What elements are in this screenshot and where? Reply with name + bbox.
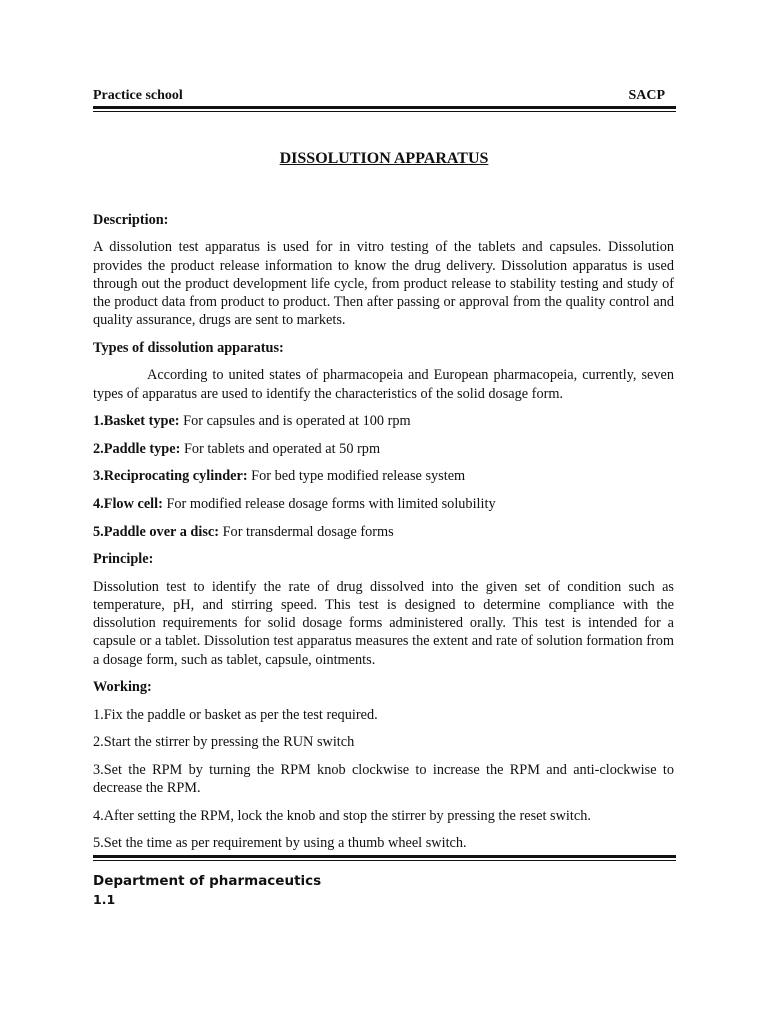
- description-text: A dissolution test apparatus is used for in vitro testing of the tablets and capsules. Dissolution provides the product release information to know the drug delivery. Dissolution apparatus is used through out the product development life cycle, from product release to stability testing and study of the product data from product to product. Then after passing or approval from the quality control and quality assurance, drugs are sent to markets.: [93, 239, 674, 329]
- working-step: 2.Start the stirrer by pressing the RUN switch: [93, 734, 355, 751]
- type-text: For bed type modified release system: [247, 468, 466, 485]
- page-number: 1.1: [93, 892, 116, 907]
- page-header: [93, 88, 665, 104]
- working-step: 1.Fix the paddle or basket as per the test required.: [93, 706, 378, 723]
- header-right: SACP: [628, 88, 665, 103]
- description-heading: Description:: [93, 212, 169, 228]
- type-label: 2.Paddle type:: [93, 440, 181, 457]
- document-body: [93, 211, 674, 862]
- principle-heading: Principle:: [93, 551, 154, 568]
- working-heading: Working:: [93, 679, 152, 696]
- type-item: [93, 523, 674, 541]
- type-text: For tablets and operated at 50 rpm: [180, 440, 381, 457]
- type-label: 1.Basket type:: [93, 413, 180, 430]
- type-text: For modified release dosage forms with limited solubility: [162, 496, 496, 513]
- type-item: [93, 467, 674, 485]
- types-intro: According to united states of pharmacopeia and European pharmacopeia, currently, seven types of apparatus are used to identify the characteristics of the solid dosage form.: [93, 367, 674, 402]
- type-text: For capsules and is operated at 100 rpm: [179, 413, 411, 430]
- type-text: For transdermal dosage forms: [219, 523, 394, 540]
- header-rule: [93, 106, 676, 112]
- footer-rule: [93, 855, 676, 861]
- type-item: [93, 495, 674, 513]
- header-left: Practice school: [93, 88, 183, 103]
- working-step: 5.Set the time as per requirement by using a thumb wheel switch.: [93, 835, 467, 852]
- type-item: [93, 440, 674, 458]
- type-label: 3.Reciprocating cylinder:: [93, 468, 248, 485]
- department-label: Department of pharmaceutics: [93, 873, 322, 889]
- working-step: 4.After setting the RPM, lock the knob and stop the stirrer by pressing the reset switch.: [93, 807, 591, 824]
- type-label: 4.Flow cell:: [93, 496, 163, 513]
- type-label: 5.Paddle over a disc:: [93, 523, 220, 540]
- type-item: [93, 412, 674, 430]
- types-heading: Types of dissolution apparatus:: [93, 340, 284, 357]
- page-title: DISSOLUTION APPARATUS: [279, 150, 489, 167]
- working-step: 3.Set the RPM by turning the RPM knob clockwise to increase the RPM and anti-clockwise to decrease the RPM.: [93, 761, 674, 797]
- principle-text: Dissolution test to identify the rate of drug dissolved into the given set of condition such as temperature, pH, and stirring speed. This test is designed to determine compliance with the dissolution requirements for solid dosage forms administered orally. This test is intended for a capsule or a tablet. Dissolution test apparatus measures the extent and rate of solution formation from a dosage form, such as tablet, capsule, ointments.: [93, 578, 674, 668]
